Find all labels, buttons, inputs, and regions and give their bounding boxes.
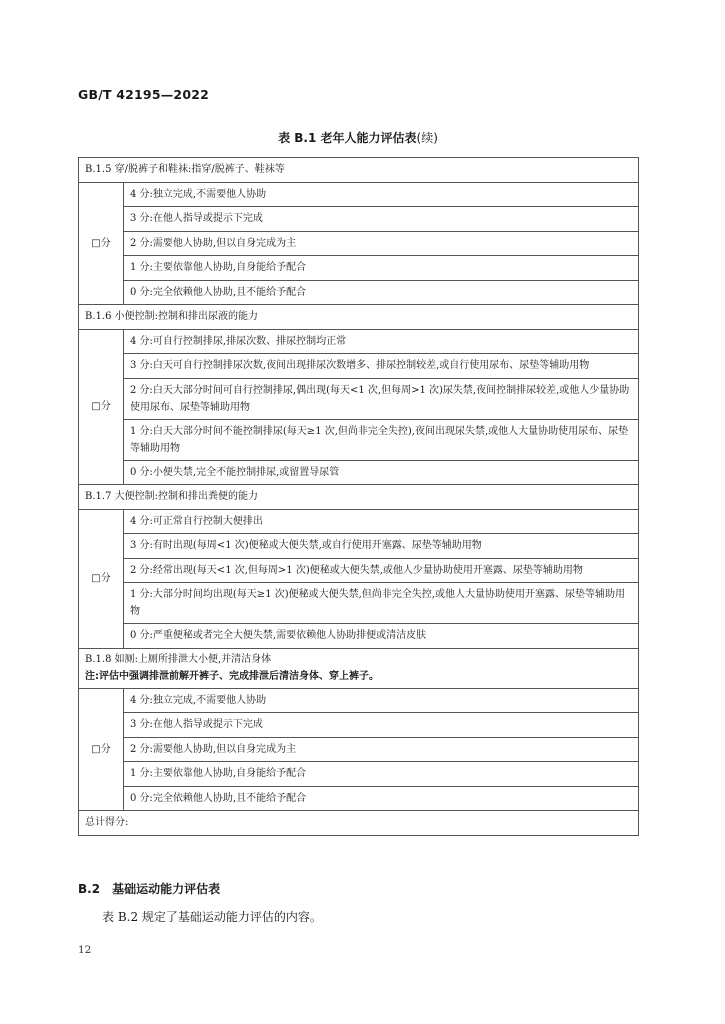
section-title-cell [79,648,639,688]
option-row [79,280,639,305]
option-row [79,534,639,559]
section-title: B.1.6 小便控制:控制和排出尿液的能力 [79,305,639,330]
option-text: 3 分:在他人指导或提示下完成 [124,713,639,738]
option-text: 2 分:需要他人协助,但以自身完成为主 [124,737,639,762]
page-number: 12 [78,944,92,956]
option-text: 1 分:主要依靠他人协助,自身能给予配合 [124,762,639,787]
option-row [79,558,639,583]
option-row [79,624,639,649]
caption-suffix: (续) [416,131,438,145]
section-number: B.2 [78,882,101,896]
option-text: 2 分:需要他人协助,但以自身完成为主 [124,231,639,256]
option-text: 1 分:大部分时间均出现(每天≥1 次)便秘或大便失禁,但尚非完全失控,或他人大量协助使用开塞露、尿垫等辅助用物 [124,583,639,624]
score-box[interactable]: □分 [79,182,124,305]
option-row [79,509,639,534]
option-row [79,256,639,281]
option-row [79,786,639,811]
option-text: 0 分:小便失禁,完全不能控制排尿,或留置导尿管 [124,460,639,485]
option-text: 4 分:独立完成,不需要他人协助 [124,688,639,713]
option-text: 2 分:白天大部分时间可自行控制排尿,偶出现(每天<1 次,但每周>1 次)尿失禁,夜间控制排尿较差,或他人少量协助使用尿布、尿垫等辅助用物 [124,378,639,419]
option-text: 1 分:白天大部分时间不能控制排尿(每天≥1 次,但尚非完全失控),夜间出现尿失禁,或他人大量协助使用尿布、尿垫等辅助用物 [124,419,639,460]
option-text: 0 分:完全依赖他人协助,且不能给予配合 [124,280,639,305]
score-box[interactable]: □分 [79,329,124,485]
section-heading [78,880,220,897]
section-title: B.1.7 大便控制:控制和排出粪便的能力 [79,485,639,510]
option-row [79,329,639,354]
option-row [79,207,639,232]
table-caption [78,129,638,146]
option-text: 2 分:经常出现(每天<1 次,但每周>1 次)便秘或大便失禁,或他人少量协助使用开塞露、尿垫等辅助用物 [124,558,639,583]
caption-label: 表 B.1 老年人能力评估表 [278,131,417,145]
score-box[interactable]: □分 [79,688,124,811]
section-header-row [79,648,639,688]
option-row [79,419,639,460]
option-row [79,688,639,713]
option-text: 3 分:有时出现(每周<1 次)便秘或大便失禁,或自行使用开塞露、尿垫等辅助用物 [124,534,639,559]
total-score-label: 总计得分: [79,811,639,836]
option-row [79,737,639,762]
option-text: 3 分:在他人指导或提示下完成 [124,207,639,232]
standard-code: GB/T 42195—2022 [78,87,210,102]
section-heading-text: 基础运动能力评估表 [112,882,221,896]
section-header-row [79,305,639,330]
section-note: 注:评估中强调排泄前解开裤子、完成排泄后清洁身体、穿上裤子。 [85,671,379,682]
option-text: 0 分:完全依赖他人协助,且不能给予配合 [124,786,639,811]
option-row [79,762,639,787]
option-row [79,378,639,419]
score-box[interactable]: □分 [79,509,124,648]
option-text: 4 分:可自行控制排尿,排尿次数、排尿控制均正常 [124,329,639,354]
section-header-row [79,158,639,183]
option-text: 3 分:白天可自行控制排尿次数,夜间出现排尿次数增多、排尿控制较差,或自行使用尿布、尿垫等辅助用物 [124,354,639,379]
option-row [79,713,639,738]
total-row [79,811,639,836]
option-row [79,231,639,256]
option-text: 0 分:严重便秘或者完全大便失禁,需要依赖他人协助排便或清洁皮肤 [124,624,639,649]
option-row [79,182,639,207]
section-header-row [79,485,639,510]
option-row [79,354,639,379]
option-row [79,460,639,485]
option-row [79,583,639,624]
option-text: 1 分:主要依靠他人协助,自身能给予配合 [124,256,639,281]
assessment-table [78,157,639,836]
section-title: B.1.8 如厕:上厕所排泄大小便,并清洁身体 [85,654,272,665]
option-text: 4 分:独立完成,不需要他人协助 [124,182,639,207]
option-text: 4 分:可正常自行控制大便排出 [124,509,639,534]
section-title: B.1.5 穿/脱裤子和鞋袜:指穿/脱裤子、鞋袜等 [79,158,639,183]
section-paragraph: 表 B.2 规定了基础运动能力评估的内容。 [102,910,322,924]
